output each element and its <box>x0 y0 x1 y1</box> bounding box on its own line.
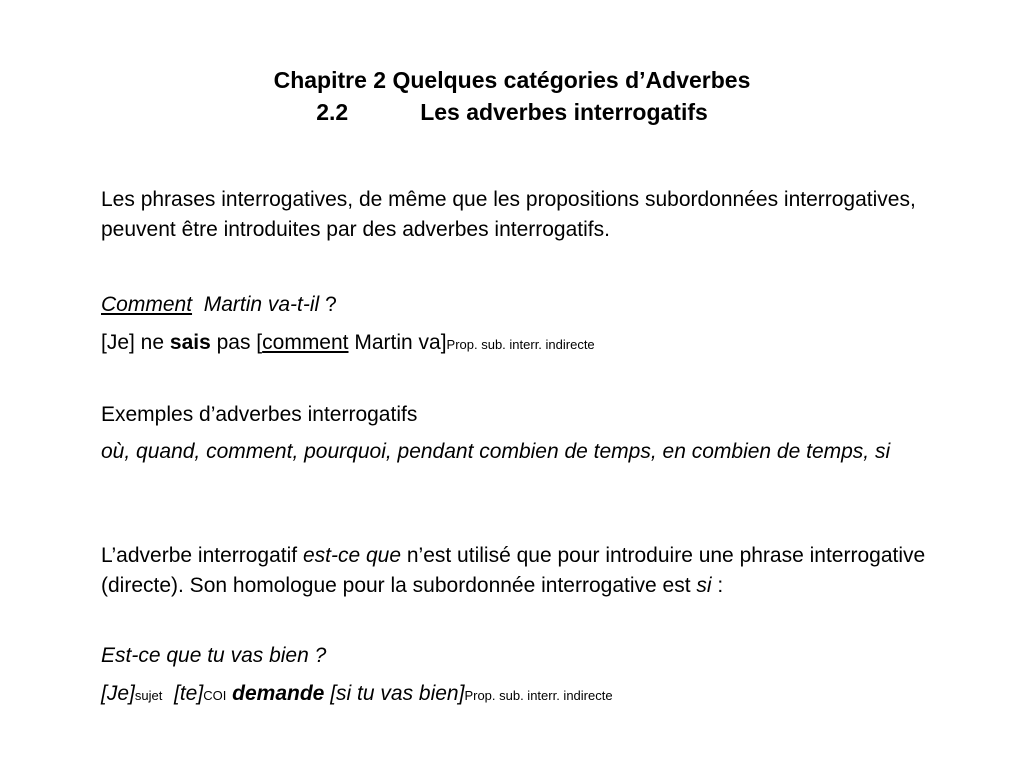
examples-heading: Exemples d’adverbes interrogatifs <box>101 403 418 426</box>
question-rest: Martin va-t-il <box>203 293 320 316</box>
section-title <box>0 96 1024 128</box>
example-text: Martin va] <box>348 331 447 354</box>
bold-verb: sais <box>169 331 211 354</box>
examples-list: où, quand, comment, pourquoi, pendant combien de temps, en combien de temps, si <box>101 440 891 463</box>
paragraph-text: n’est utilisé que pour introduire une phrase interrogative (directe). Son homologue pour la subordonnée interrogative est <box>101 544 926 597</box>
subordinate-label: Prop. sub. interr. indirecte <box>464 688 613 703</box>
subordinate-label: Prop. sub. interr. indirecte <box>446 337 595 352</box>
estceque-paragraph <box>101 541 981 601</box>
question-word: Comment <box>101 293 193 316</box>
bold-verb: demande <box>232 682 325 705</box>
example-annotated <box>101 679 981 711</box>
section-heading: Les adverbes interrogatifs <box>420 99 708 125</box>
italic-term: est-ce que <box>302 544 402 567</box>
subject-bracket: [Je] <box>101 682 135 705</box>
paragraph-text: L’adverbe interrogatif <box>101 544 303 567</box>
question-mark: ? <box>325 293 337 316</box>
example-direct-question: Est-ce que tu vas bien ? <box>101 644 327 667</box>
italic-term: si <box>696 574 712 597</box>
example-question <box>101 290 981 320</box>
section-number: 2.2 <box>316 99 349 125</box>
example-indirect-question <box>101 328 981 360</box>
underlined-adverb: comment <box>262 331 349 354</box>
subordinate-clause: [si tu vas bien] <box>330 682 465 705</box>
coi-label: COI <box>203 688 227 703</box>
example-text: [Je] ne <box>101 331 170 354</box>
slide-title <box>0 64 1024 128</box>
subject-label: sujet <box>134 688 163 703</box>
coi-bracket: [te] <box>174 682 204 705</box>
example-text: pas [ <box>210 331 263 354</box>
chapter-title: Chapitre 2 Quelques catégories d’Adverbes <box>273 67 751 93</box>
paragraph-text: : <box>711 574 724 597</box>
intro-paragraph: Les phrases interrogatives, de même que les propositions subordonnées interrogatives, peuvent être introduites par des adverbes interrogatifs. <box>101 188 916 241</box>
